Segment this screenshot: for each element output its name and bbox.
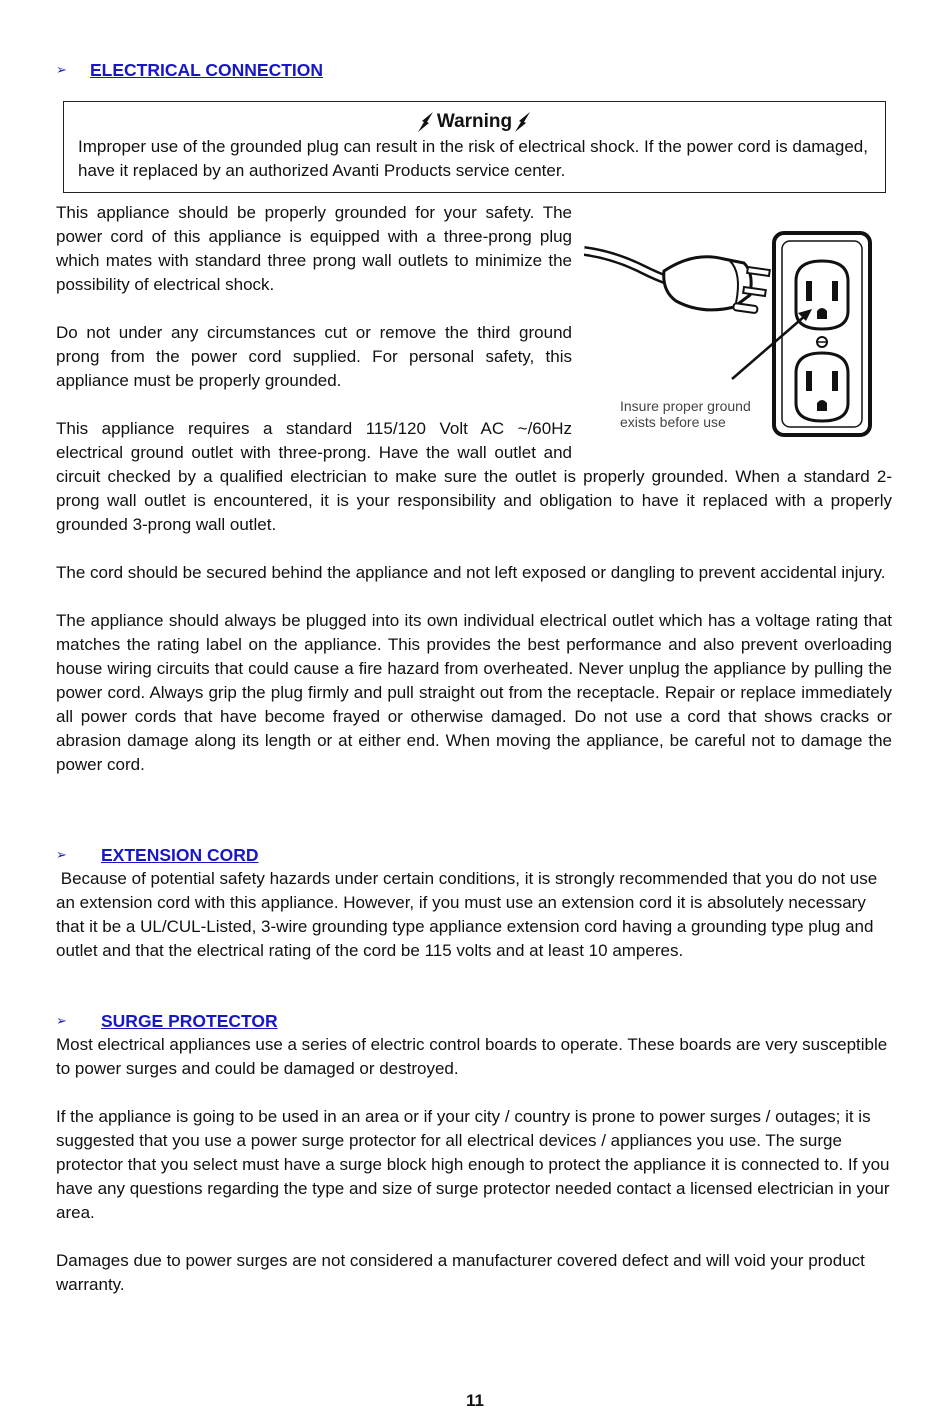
section-heading-surge-protector <box>56 1009 278 1033</box>
warning-title: Warning <box>436 111 513 132</box>
lightning-bolt-icon <box>512 111 534 133</box>
lightning-bolt-icon <box>415 111 437 133</box>
heading-extension-cord: EXTENSION CORD <box>101 844 259 865</box>
paragraph-grounding: This appliance should be properly grounded for your safety. The power cord of this appliance is equipped with a three-prong plug which mates with standard three prong wall outlets to minimize the possibility of electrical shock. <box>56 203 572 294</box>
page-number: 11 <box>466 1391 484 1410</box>
extension-cord-body <box>56 867 892 963</box>
paragraph-cord-secured: The cord should be secured behind the appliance and not left exposed or dangling to prevent accidental injury. <box>56 563 886 582</box>
paragraph-individual-outlet: The appliance should always be plugged into its own individual electrical outlet which has a voltage rating that matches the rating label on the appliance. This provides the best performance and also prevent overloading house wiring circuits that could cause a fire hazard from overheated. Never unplug the appliance by pulling the power cord. Always grip the plug firmly and pull straight out from the receptacle. Repair or replace immediately all power cords that have become frayed or otherwise damaged. Do not use a cord that shows cracks or abrasion damage along its length or at either end. When moving the appliance, be careful not to damage the power cord. <box>56 611 892 774</box>
grounded-outlet-illustration <box>584 211 892 443</box>
bullet-arrow-icon: ➢ <box>56 1013 67 1028</box>
section-heading-electrical-connection <box>56 58 323 82</box>
electrical-body <box>56 201 892 777</box>
paragraph-ground-prong: Do not under any circumstances cut or remove the third ground prong from the power cord supplied. For personal safety, this appliance must be properly grounded. <box>56 323 572 390</box>
heading-surge-protector: SURGE PROTECTOR <box>101 1010 278 1031</box>
paragraph-surge-areas: If the appliance is going to be used in an area or if your city / country is prone to power surges / outages; it is suggested that you use a power surge protector for all electrical devices / appliances you use. The surge protector that you select must have a surge block high enough to protect the appliance it is connected to. If you have any questions regarding the type and size of surge protector needed contact a licensed electrician in your area. <box>56 1107 890 1222</box>
surge-protector-body <box>56 1033 892 1297</box>
paragraph-control-boards: Most electrical appliances use a series of electric control boards to operate. These boards are very susceptible to power surges and could be damaged or destroyed. <box>56 1035 888 1078</box>
bullet-arrow-icon: ➢ <box>56 62 67 77</box>
paragraph-voltage-requirement: This appliance requires a standard 115/120 Volt AC ~/60Hz electrical ground outlet with three-prong. Have the wall outlet and circuit checked by a qualified electrician to make sure the outlet is properly grounded. When a standard 2-prong wall outlet is encountered, it is your responsibility and obligation to have it replaced with a properly grounded 3-prong wall outlet. <box>56 419 892 534</box>
warning-title-row <box>78 110 871 134</box>
figure-caption-line1: Insure proper ground <box>620 398 751 414</box>
warning-text: Improper use of the grounded plug can result in the risk of electrical shock. If the power cord is damaged, have it replaced by an authorized Avanti Products service center. <box>78 137 868 180</box>
heading-electrical-connection: ELECTRICAL CONNECTION <box>90 59 324 80</box>
paragraph-extension-cord: Because of potential safety hazards under certain conditions, it is strongly recommended that you do not use an extension cord with this appliance. However, if you must use an extension cord it is absolutely necessary that it be a UL/CUL-Listed, 3-wire grounding type appliance extension cord having a grounding type plug and outlet and that the electrical rating of the cord be 115 volts and at least 10 amperes. <box>56 869 882 960</box>
warning-box <box>63 101 886 193</box>
figure-caption-line2: exists before use <box>620 414 726 430</box>
paragraph-warranty: Damages due to power surges are not considered a manufacturer covered defect and will void your product warranty. <box>56 1251 865 1294</box>
section-heading-extension-cord <box>56 843 259 867</box>
bullet-arrow-icon: ➢ <box>56 847 67 862</box>
